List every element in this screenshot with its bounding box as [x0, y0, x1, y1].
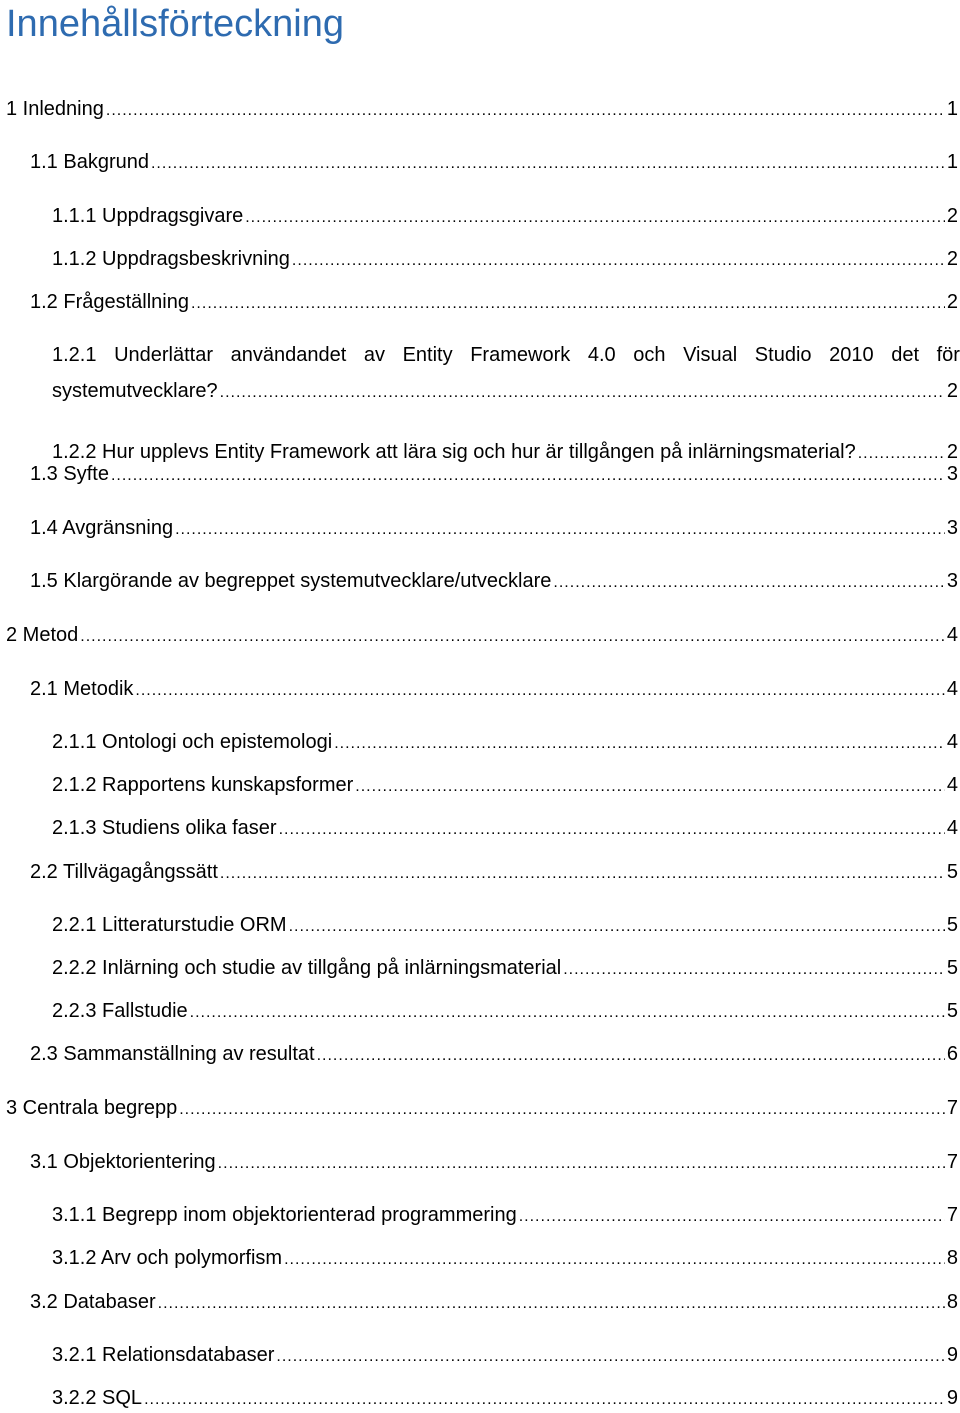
toc-entry-label: 3 Centrala begrepp — [6, 1097, 178, 1119]
toc-entry-page: 1 — [946, 98, 958, 120]
toc-word: och — [633, 344, 666, 366]
toc-entry[interactable] — [52, 815, 960, 843]
toc-entry-label: 3.2 Databaser — [30, 1291, 156, 1313]
toc-entry[interactable] — [30, 289, 960, 317]
toc-entry-label: systemutvecklare? — [52, 380, 218, 402]
toc-entry-page: 4 — [946, 678, 958, 700]
toc-entry[interactable] — [52, 998, 960, 1026]
toc-entry[interactable] — [52, 246, 960, 274]
toc-entry-page: 9 — [946, 1344, 958, 1366]
toc-leader — [563, 957, 945, 983]
toc-entry-label: 1.2 Frågeställning — [30, 291, 189, 313]
toc-entry[interactable] — [6, 1095, 960, 1123]
toc-entry-label: 3.2.1 Relationsdatabaser — [52, 1344, 275, 1366]
toc-leader — [135, 678, 944, 704]
toc-entry[interactable] — [6, 96, 960, 124]
toc-entry[interactable] — [52, 1342, 960, 1370]
toc-word: Underlättar — [114, 344, 214, 366]
toc-entry-page: 4 — [946, 731, 958, 753]
toc-leader — [355, 774, 945, 800]
toc-entry-label: 2.3 Sammanställning av resultat — [30, 1043, 315, 1065]
toc-entry-page: 4 — [946, 817, 958, 839]
toc-leader — [292, 248, 945, 274]
toc-entry-page: 2 — [946, 291, 958, 313]
toc-entry-label: 2 Metod — [6, 624, 79, 646]
toc-leader — [289, 914, 945, 940]
toc-leader — [284, 1247, 945, 1273]
toc-entry-label: 2.2 Tillvägagångssätt — [30, 861, 218, 883]
toc-entry[interactable] — [30, 1149, 960, 1177]
toc-leader — [190, 1000, 945, 1026]
toc-leader — [334, 731, 945, 757]
toc-entry-label: 2.1.3 Studiens olika faser — [52, 817, 277, 839]
toc-entry-label-line2 — [52, 378, 960, 406]
toc-word: 1.2.1 — [52, 344, 97, 366]
toc-entry-label: 1 Inledning — [6, 98, 104, 120]
toc-entry-page: 3 — [946, 463, 958, 485]
toc-entry[interactable] — [30, 859, 960, 887]
toc-leader — [245, 205, 945, 231]
toc-leader — [553, 570, 944, 596]
toc-entry-page: 3 — [946, 570, 958, 592]
toc-leader — [317, 1043, 945, 1069]
toc-entry-page: 5 — [946, 957, 958, 979]
toc-leader — [519, 1204, 945, 1230]
toc-entry-page: 5 — [946, 1000, 958, 1022]
toc-word: 2010 — [829, 344, 874, 366]
toc-entry-page: 3 — [946, 517, 958, 539]
toc-entry-label: 1.5 Klargörande av begreppet systemutvecklare/utvecklare — [30, 570, 552, 592]
toc-entry-page: 4 — [946, 624, 958, 646]
toc-entry[interactable] — [52, 1245, 960, 1273]
toc-leader — [220, 380, 945, 406]
toc-entry-label: 3.1.2 Arv och polymorfism — [52, 1247, 283, 1269]
toc-entry-label: 2.1.2 Rapportens kunskapsformer — [52, 774, 354, 796]
toc-entry-label: 1.1.2 Uppdragsbeskrivning — [52, 248, 290, 270]
toc-entry-page: 7 — [946, 1097, 958, 1119]
toc-entry-page: 2 — [946, 380, 958, 402]
toc-entry[interactable] — [30, 676, 960, 704]
toc-word: Framework — [470, 344, 571, 366]
toc-leader — [144, 1387, 945, 1413]
toc-entry-page: 9 — [946, 1387, 958, 1409]
toc-entry-page: 5 — [946, 914, 958, 936]
toc-entry-label: 2.1.1 Ontologi och epistemologi — [52, 731, 333, 753]
toc-leader — [220, 861, 945, 887]
toc-entry-label: 3.1 Objektorientering — [30, 1151, 216, 1173]
toc-entry[interactable] — [30, 568, 960, 596]
toc-entry-label: 1.4 Avgränsning — [30, 517, 174, 539]
toc-entry-page: 5 — [946, 861, 958, 883]
toc-entry[interactable] — [52, 912, 960, 940]
toc-entry-label: 2.2.1 Litteraturstudie ORM — [52, 914, 287, 936]
toc-leader — [175, 517, 945, 543]
toc-entry-label: 1.3 Syfte — [30, 463, 109, 485]
toc-leader — [179, 1097, 945, 1123]
toc-leader — [276, 1344, 945, 1370]
toc-entry-label: 1.2.2 Hur upplevs Entity Framework att lära sig och hur är tillgången på inlärningsmaterial? — [52, 441, 856, 463]
toc-entry-label-line1 — [52, 342, 960, 368]
toc-entry-wrapped[interactable] — [52, 342, 960, 406]
toc-entry[interactable] — [52, 955, 960, 983]
toc-word: det — [891, 344, 920, 366]
toc-word: Visual — [683, 344, 738, 366]
toc-leader — [191, 291, 945, 317]
toc-entry-page: 6 — [946, 1043, 958, 1065]
toc-word: för — [936, 344, 960, 366]
toc-leader — [151, 151, 945, 177]
toc-entry-page: 1 — [946, 151, 958, 173]
toc-leader — [80, 624, 945, 650]
toc-entry[interactable] — [52, 729, 960, 757]
toc-entry[interactable] — [52, 772, 960, 800]
toc-word: användandet — [230, 344, 347, 366]
toc-entry[interactable] — [30, 149, 960, 177]
toc-entry[interactable] — [52, 203, 960, 231]
toc-entry[interactable] — [30, 515, 960, 543]
toc-entry[interactable] — [30, 1041, 960, 1069]
toc-entry-label: 2.2.2 Inlärning och studie av tillgång på inlärningsmaterial — [52, 957, 562, 979]
toc-leader — [106, 98, 945, 124]
toc-leader — [218, 1151, 945, 1177]
toc-entry-page: 2 — [946, 248, 958, 270]
toc-entry-label: 3.1.1 Begrepp inom objektorienterad programmering — [52, 1204, 517, 1226]
toc-word: 4.0 — [587, 344, 616, 366]
toc-entry-label: 2.1 Metodik — [30, 678, 134, 700]
toc-entry[interactable] — [30, 1289, 960, 1317]
toc-entry-page: 7 — [946, 1151, 958, 1173]
toc-entry-page: 4 — [946, 774, 958, 796]
toc-entry[interactable] — [52, 1202, 960, 1230]
toc-entry-page: 7 — [946, 1204, 958, 1226]
toc-entry-page: 2 — [946, 441, 958, 463]
toc-entry-page: 8 — [946, 1247, 958, 1269]
toc-entry-label: 3.2.2 SQL — [52, 1387, 143, 1409]
toc-entry-label: 1.1 Bakgrund — [30, 151, 149, 173]
toc-entry-label: 1.1.1 Uppdragsgivare — [52, 205, 244, 227]
toc-entry-page: 8 — [946, 1291, 958, 1313]
toc-word: Entity — [402, 344, 453, 366]
toc-word: Studio — [754, 344, 812, 366]
toc-word: av — [363, 344, 385, 366]
toc-leader — [279, 817, 945, 843]
toc-entry[interactable] — [6, 622, 960, 650]
toc-entry-label: 2.2.3 Fallstudie — [52, 1000, 188, 1022]
toc-entry[interactable] — [30, 461, 960, 489]
toc-leader — [111, 463, 945, 489]
page-title: Innehållsförteckning — [6, 3, 344, 45]
toc-entry-page: 2 — [946, 205, 958, 227]
toc-leader — [158, 1291, 945, 1317]
